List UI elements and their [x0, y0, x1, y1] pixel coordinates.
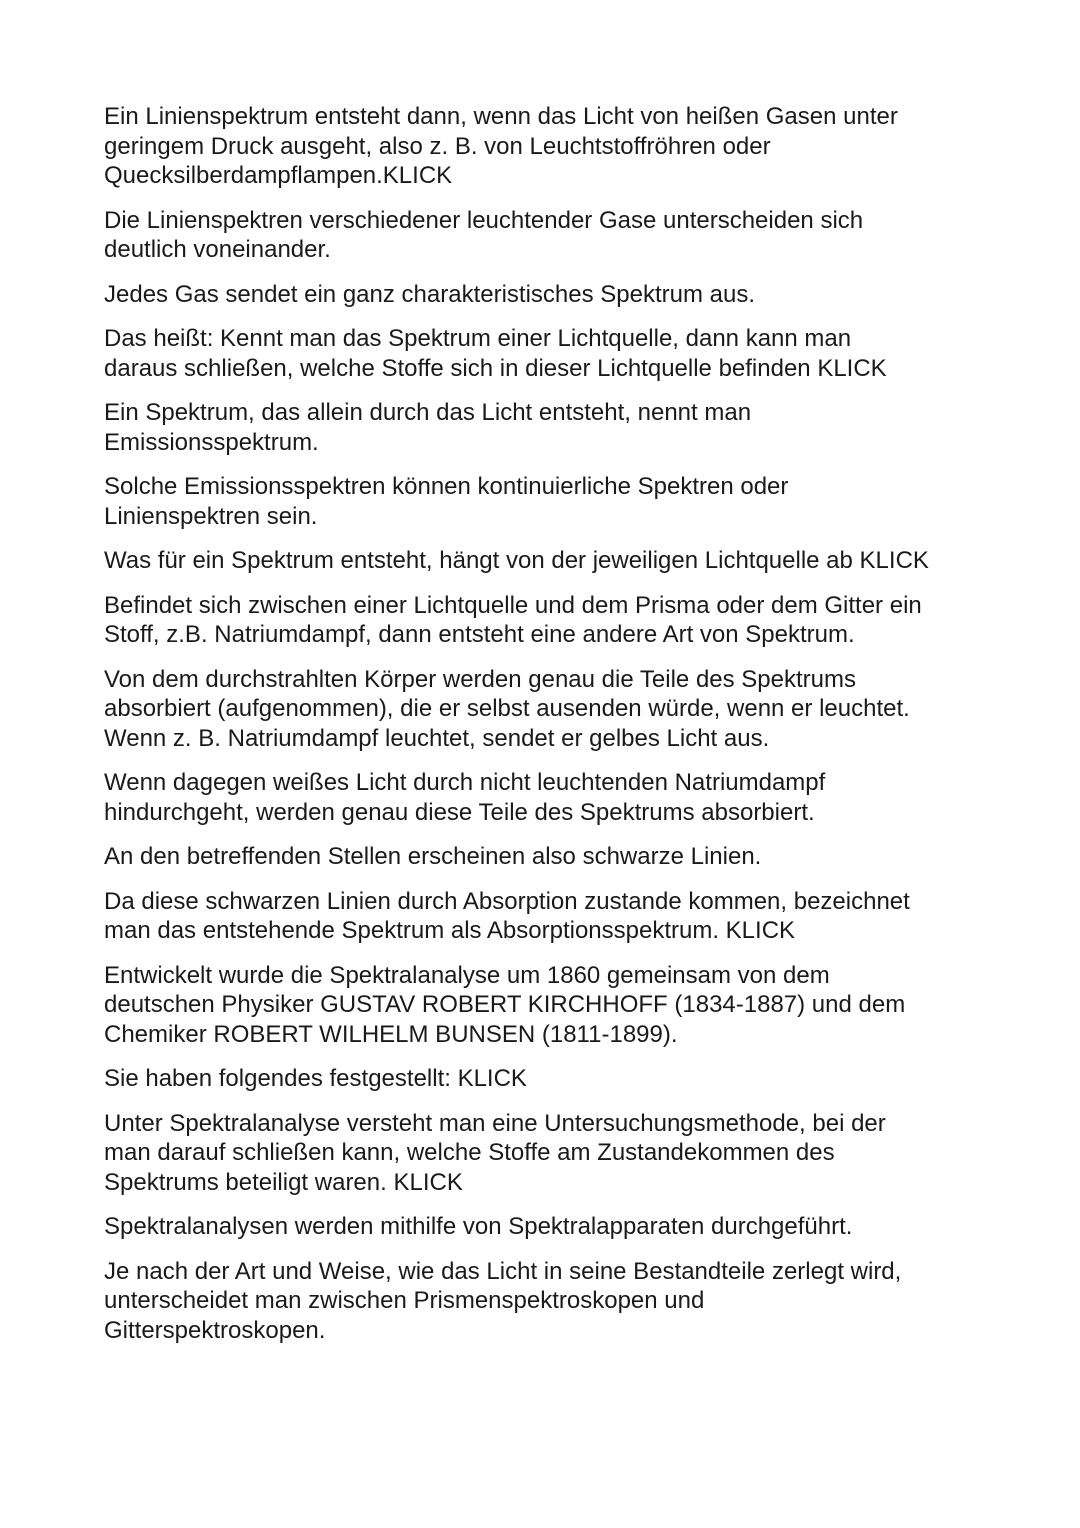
paragraph	[104, 324, 1004, 383]
text-line: man darauf schließen kann, welche Stoffe am Zustandekommen des	[104, 1139, 835, 1166]
paragraph	[104, 591, 1004, 650]
paragraph	[104, 102, 1004, 191]
text-line: Was für ein Spektrum entsteht, hängt von der jeweiligen Lichtquelle ab KLICK	[104, 547, 929, 574]
text-line: hindurchgeht, werden genau diese Teile des Spektrums absorbiert.	[104, 798, 815, 826]
document-body	[104, 102, 1004, 1360]
text-line: Je nach der Art und Weise, wie das Licht in seine Bestandteile zerlegt wird,	[104, 1257, 902, 1285]
text-line: Da diese schwarzen Linien durch Absorption zustande kommen, bezeichnet	[104, 887, 910, 915]
paragraph	[104, 1257, 1004, 1346]
paragraph	[104, 961, 1004, 1050]
text-line: deutlich voneinander.	[104, 236, 331, 263]
paragraph	[104, 887, 1004, 946]
text-line: Quecksilberdampflampen.KLICK	[104, 162, 453, 189]
text-line: Ein Linienspektrum entsteht dann, wenn das Licht von heißen Gasen unter	[104, 103, 898, 130]
paragraph	[104, 472, 1004, 531]
text-line: Emissionsspektrum.	[104, 428, 319, 456]
text-line: Ein Spektrum, das allein durch das Licht entsteht, nennt man	[104, 399, 752, 426]
paragraph	[104, 206, 1004, 265]
text-line: Chemiker ROBERT WILHELM BUNSEN (1811-1899).	[104, 1020, 678, 1048]
paragraph	[104, 546, 1004, 576]
paragraph	[104, 1064, 1004, 1094]
text-line: Spektrums beteiligt waren. KLICK	[104, 1168, 463, 1196]
text-line: Jedes Gas sendet ein ganz charakteristisches Spektrum aus.	[104, 280, 755, 308]
text-line: Wenn dagegen weißes Licht durch nicht leuchtenden Natriumdampf	[104, 769, 826, 796]
text-line: Von dem durchstrahlten Körper werden genau die Teile des Spektrums	[104, 665, 857, 693]
text-line: Gitterspektroskopen.	[104, 1316, 326, 1344]
paragraph	[104, 842, 1004, 872]
text-line: Spektralanalysen werden mithilfe von Spektralapparaten durchgeführt.	[104, 1213, 853, 1240]
text-line: Solche Emissionsspektren können kontinuierliche Spektren oder	[104, 473, 789, 500]
text-line: absorbiert (aufgenommen), die er selbst ausenden würde, wenn er leuchtet.	[104, 695, 910, 722]
paragraph	[104, 1109, 1004, 1198]
paragraph	[104, 665, 1004, 754]
text-line: Wenn z. B. Natriumdampf leuchtet, sendet er gelbes Licht aus.	[104, 724, 770, 752]
paragraph	[104, 280, 1004, 310]
text-line: Befindet sich zwischen einer Lichtquelle und dem Prisma oder dem Gitter ein	[104, 591, 922, 619]
paragraph	[104, 398, 1004, 457]
text-line: Das heißt: Kennt man das Spektrum einer Lichtquelle, dann kann man	[104, 325, 852, 352]
paragraph	[104, 768, 1004, 827]
text-line: man das entstehende Spektrum als Absorptionsspektrum. KLICK	[104, 917, 796, 944]
text-line: Unter Spektralanalyse versteht man eine Untersuchungsmethode, bei der	[104, 1109, 886, 1137]
text-line: Stoff, z.B. Natriumdampf, dann entsteht eine andere Art von Spektrum.	[104, 621, 855, 648]
text-line: Linienspektren sein.	[104, 502, 318, 530]
text-line: unterscheidet man zwischen Prismenspektroskopen und	[104, 1287, 705, 1314]
text-line: geringem Druck ausgeht, also z. B. von Leuchtstoffröhren oder	[104, 132, 771, 160]
text-line: Sie haben folgendes festgestellt: KLICK	[104, 1065, 527, 1092]
text-line: Die Linienspektren verschiedener leuchtender Gase unterscheiden sich	[104, 206, 864, 234]
text-line: deutschen Physiker GUSTAV ROBERT KIRCHHOFF (1834-1887) und dem	[104, 991, 906, 1018]
text-line: Entwickelt wurde die Spektralanalyse um 1860 gemeinsam von dem	[104, 961, 830, 989]
text-line: An den betreffenden Stellen erscheinen also schwarze Linien.	[104, 843, 762, 870]
paragraph	[104, 1212, 1004, 1242]
text-line: daraus schließen, welche Stoffe sich in dieser Lichtquelle befinden KLICK	[104, 354, 887, 382]
